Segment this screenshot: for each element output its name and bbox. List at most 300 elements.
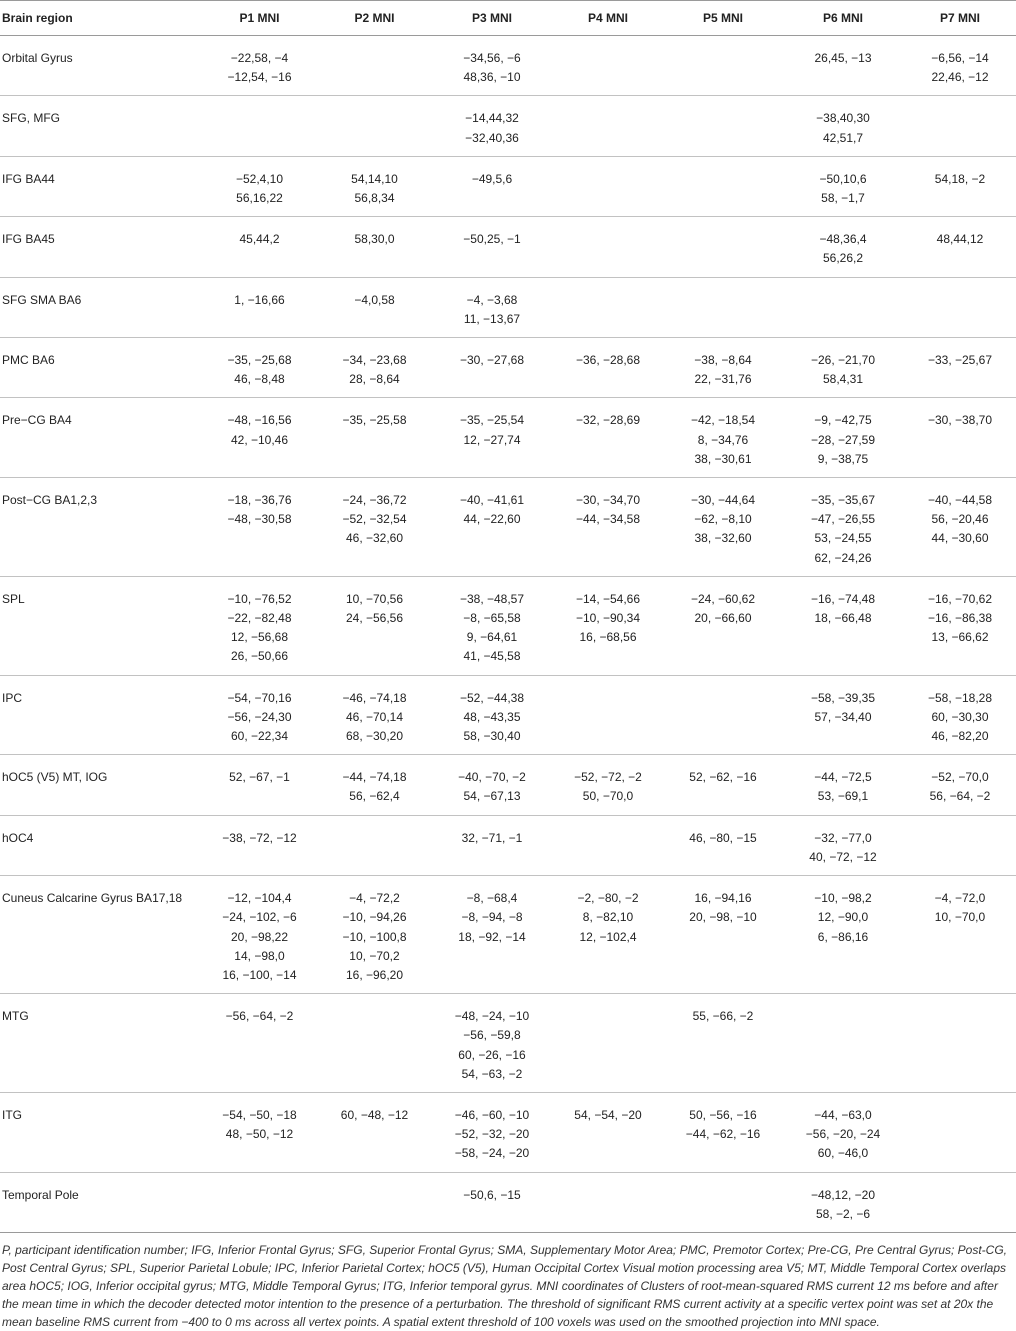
mni-coordinate: 57, −34,40 [814, 709, 872, 724]
mni-coordinate: −18, −36,76 [227, 493, 292, 508]
mni-coordinate: 32, −71, −1 [461, 830, 523, 845]
p1-mni-cell [202, 338, 317, 398]
mni-coordinate: −38, −8,64 [694, 353, 752, 368]
p5-mni-cell [664, 815, 782, 875]
mni-coordinate: −44, −72,5 [814, 770, 872, 785]
mni-coordinate: 46, −80, −15 [689, 830, 757, 845]
mni-coordinate: −40, −44,58 [927, 493, 993, 508]
p7-mni-cell [904, 876, 1016, 994]
mni-coordinate: 16, −96,20 [345, 967, 404, 982]
p1-mni-cell [202, 994, 317, 1093]
mni-coordinate: 54,14,10 [351, 171, 398, 186]
mni-coordinate: 1, −16,66 [234, 292, 285, 307]
p4-mni-cell [552, 815, 664, 875]
p1-mni-cell [202, 217, 317, 277]
table-row [0, 217, 1016, 277]
brain-region-cell: Cuneus Calcarine Gyrus BA17,18 [0, 876, 202, 994]
p6-mni-cell [782, 398, 904, 478]
table-row [0, 876, 1016, 994]
p1-mni-cell [202, 156, 317, 216]
mni-coordinate: 10, −70,0 [934, 910, 986, 925]
mni-coordinate: −10, −98,2 [814, 891, 872, 906]
brain-region-cell: SFG, MFG [0, 96, 202, 156]
header-p4-mni: P4 MNI [552, 1, 664, 36]
mni-coordinate: 8, −82,10 [582, 910, 634, 925]
p3-mni-cell [432, 96, 552, 156]
brain-region-cell: hOC4 [0, 815, 202, 875]
mni-coordinate: 48,44,12 [936, 232, 984, 247]
mni-coordinate: 56,8,34 [354, 191, 395, 206]
mni-coordinate: −35, −25,58 [342, 413, 407, 428]
p7-mni-cell [904, 994, 1016, 1093]
p2-mni-cell [317, 398, 432, 478]
p4-mni-cell [552, 876, 664, 994]
header-p2-mni: P2 MNI [317, 1, 432, 36]
p4-mni-cell [552, 338, 664, 398]
table-footnote: P, participant identification number; IFG, Inferior Frontal Gyrus; SFG, Superior Frontal Gyrus; SMA, Supplementary Motor Area; PMC, Premotor Cortex; Pre-CG, Pre Central Gyrus; Post-CG, Post Central Gyrus; SPL, Superior Parietal Lobule; IPC, Inferior Parietal Cortex; hOC5 (V5), Human Occipital Cortex Visual motion processing area V5; MT, Middle Temporal Cortex overlaps area hOC5; IOG, Inferior occipital gyrus; MTG, Middle Temporal Gyrus; ITG, Inferior temporal gyrus. MNI coordinates of Clusters of root-mean-squared RMS current 12 ms before and after the mean time in which the decoder detected motor intention to the presence of a perturbation. The threshold of significant RMS current activity at a specific vertex point was set at 20x the mean baseline RMS current from −400 to 0 ms across all vertex points. A spatial extent threshold of 100 voxels was used on the smoothed projection into MNI space. [2, 1242, 1008, 1329]
p1-mni-cell [202, 815, 317, 875]
mni-coordinate: −6,56, −14 [931, 51, 989, 65]
p5-mni-cell [664, 1092, 782, 1172]
mni-coordinate: −50,10,6 [819, 171, 867, 186]
p7-mni-cell [904, 36, 1016, 96]
mni-coordinate: −34,56, −6 [463, 51, 521, 65]
mni-coordinate: 14, −98,0 [234, 948, 285, 963]
p3-mni-cell [432, 994, 552, 1093]
brain-region-cell: Pre−CG BA4 [0, 398, 202, 478]
p3-mni-cell [432, 576, 552, 675]
p2-mni-cell [317, 815, 432, 875]
mni-coordinate: −10, −100,8 [342, 929, 407, 944]
p6-mni-cell [782, 994, 904, 1093]
mni-coordinate: −44, −63,0 [814, 1107, 872, 1122]
p2-mni-cell [317, 1172, 432, 1232]
p6-mni-cell [782, 876, 904, 994]
brain-region-cell: PMC BA6 [0, 338, 202, 398]
mni-coordinate: −50,6, −15 [463, 1187, 521, 1202]
p3-mni-cell [432, 1172, 552, 1232]
table-row [0, 755, 1016, 815]
mni-coordinate: −56, −24,30 [227, 709, 292, 724]
mni-coordinate: 16, −68,56 [579, 630, 637, 645]
mni-coordinate: −32, −77,0 [814, 830, 872, 845]
mni-coordinate: −58, −18,28 [927, 690, 993, 705]
mni-coordinate: 12, −56,68 [230, 630, 289, 645]
mni-coordinate: −48, −24, −10 [454, 1009, 530, 1024]
table-row [0, 1092, 1016, 1172]
p2-mni-cell [317, 576, 432, 675]
p7-mni-cell [904, 96, 1016, 156]
p4-mni-cell [552, 398, 664, 478]
p1-mni-cell [202, 96, 317, 156]
mni-coordinate: −16, −70,62 [927, 591, 993, 606]
p7-mni-cell [904, 478, 1016, 577]
mni-coordinate: 53, −69,1 [817, 789, 869, 804]
mni-coordinate: 9, −38,75 [817, 451, 869, 466]
mni-coordinate: −32, −28,69 [575, 413, 641, 428]
p2-mni-cell [317, 96, 432, 156]
mni-coordinate: 12, −90,0 [817, 910, 869, 925]
table-row [0, 1172, 1016, 1232]
table-row [0, 277, 1016, 337]
header-p6-mni: P6 MNI [782, 1, 904, 36]
mni-coordinate: 46, −32,60 [345, 531, 404, 546]
mni-coordinate: 60, −46,0 [817, 1146, 869, 1161]
mni-coordinate: −38,40,30 [816, 111, 870, 126]
p6-mni-cell [782, 576, 904, 675]
mni-coordinate: −52,4,10 [235, 171, 284, 186]
mni-coordinate: −58, −24, −20 [454, 1146, 530, 1161]
header-p1-mni: P1 MNI [202, 1, 317, 36]
mni-coordinate: −9, −42,75 [814, 413, 872, 428]
p2-mni-cell [317, 338, 432, 398]
mni-coordinate: 53, −24,55 [814, 531, 872, 546]
p3-mni-cell [432, 876, 552, 994]
mni-coordinate: −52, −70,0 [931, 770, 989, 785]
mni-coordinate: −22,58, −4 [230, 51, 289, 65]
mni-coordinate: 44, −30,60 [931, 531, 989, 546]
p4-mni-cell [552, 1172, 664, 1232]
mni-coordinate: −22, −82,48 [227, 611, 292, 626]
p1-mni-cell [202, 876, 317, 994]
p3-mni-cell [432, 1092, 552, 1172]
p5-mni-cell [664, 675, 782, 755]
p4-mni-cell [552, 1092, 664, 1172]
p2-mni-cell [317, 1092, 432, 1172]
table-row [0, 36, 1016, 96]
mni-coordinate: 26,45, −13 [814, 51, 872, 65]
mni-coordinate: −32,40,36 [465, 130, 519, 145]
mni-coordinate: −8, −68,4 [466, 891, 518, 906]
mni-coordinate: −24, −102, −6 [222, 910, 297, 925]
brain-region-cell: ITG [0, 1092, 202, 1172]
mni-coordinate: 58, −2, −6 [815, 1206, 871, 1221]
mni-coordinate: −16, −86,38 [927, 611, 993, 626]
mni-coordinate: −8, −65,58 [463, 611, 521, 626]
p3-mni-cell [432, 755, 552, 815]
mni-coordinate: 13, −66,62 [931, 630, 989, 645]
mni-coordinate: 28, −8,64 [349, 372, 400, 387]
p4-mni-cell [552, 675, 664, 755]
p1-mni-cell [202, 1092, 317, 1172]
mni-coordinate: 12, −27,74 [463, 432, 521, 447]
p7-mni-cell [904, 675, 1016, 755]
mni-coordinate: 56,16,22 [236, 191, 283, 206]
brain-region-cell: MTG [0, 994, 202, 1093]
table-body [0, 36, 1016, 1233]
p6-mni-cell [782, 96, 904, 156]
header-brain-region: Brain region [0, 1, 202, 36]
mni-coordinate: 18, −66,48 [814, 611, 872, 626]
table-row [0, 576, 1016, 675]
p2-mni-cell [317, 277, 432, 337]
mni-coordinate: 58,30,0 [354, 232, 395, 247]
mni-coordinate: −48, −30,58 [227, 512, 292, 527]
mni-coordinate: −56, −64, −2 [225, 1009, 294, 1024]
p4-mni-cell [552, 994, 664, 1093]
mni-coordinate: 9, −64,61 [466, 630, 518, 645]
mni-coordinate: 24, −56,56 [345, 611, 404, 626]
p3-mni-cell [432, 675, 552, 755]
mni-coordinate: −33, −25,67 [927, 353, 993, 368]
p5-mni-cell [664, 36, 782, 96]
p3-mni-cell [432, 338, 552, 398]
p2-mni-cell [317, 675, 432, 755]
p4-mni-cell [552, 96, 664, 156]
mni-coordinate: 58,4,31 [822, 372, 864, 387]
p3-mni-cell [432, 277, 552, 337]
mni-coordinate: 20, −98, −10 [689, 910, 757, 925]
mni-coordinate: −2, −80, −2 [577, 891, 639, 906]
table-header-row [0, 1, 1016, 36]
p4-mni-cell [552, 277, 664, 337]
mni-coordinate: 11, −13,67 [463, 311, 521, 326]
mni-coordinate: 10, −70,2 [349, 948, 400, 963]
mni-coordinate: 16, −94,16 [694, 891, 752, 906]
mni-coordinate: 40, −72, −12 [809, 849, 877, 864]
mni-coordinate: 60, −26, −16 [458, 1047, 526, 1062]
mni-coordinate: −24, −60,62 [690, 591, 756, 606]
mni-coordinate: −10, −90,34 [575, 611, 641, 626]
mni-coordinate: −54, −50, −18 [222, 1107, 297, 1122]
p7-mni-cell [904, 398, 1016, 478]
mni-coordinate: 52, −62, −16 [689, 770, 757, 785]
p1-mni-cell [202, 1172, 317, 1232]
p5-mni-cell [664, 217, 782, 277]
mni-coordinate: −52, −72, −2 [574, 770, 642, 785]
mni-coordinate: −48, −16,56 [227, 413, 292, 428]
mni-coordinate: 55, −66, −2 [692, 1009, 754, 1024]
p2-mni-cell [317, 876, 432, 994]
mni-coordinate: −24, −36,72 [342, 493, 407, 508]
p5-mni-cell [664, 876, 782, 994]
p3-mni-cell [432, 478, 552, 577]
mni-coordinate: 54,18, −2 [934, 171, 986, 186]
mni-coordinate: −52, −44,38 [459, 690, 525, 705]
brain-region-cell: SFG SMA BA6 [0, 277, 202, 337]
mni-coordinate: −44, −74,18 [342, 770, 407, 785]
header-p7-mni: P7 MNI [904, 1, 1016, 36]
mni-coordinate: −30, −27,68 [459, 353, 525, 368]
p6-mni-cell [782, 1092, 904, 1172]
mni-coordinate: −4, −72,0 [934, 891, 986, 906]
header-p5-mni: P5 MNI [664, 1, 782, 36]
p4-mni-cell [552, 36, 664, 96]
mni-coordinate: 50, −56, −16 [689, 1107, 757, 1122]
p1-mni-cell [202, 576, 317, 675]
mni-coordinate: −56, −20, −24 [805, 1127, 881, 1142]
mni-coordinate: −4, −3,68 [466, 292, 518, 307]
table-row [0, 398, 1016, 478]
mni-coordinate: −36, −28,68 [575, 353, 641, 368]
table-row [0, 478, 1016, 577]
brain-region-cell: Temporal Pole [0, 1172, 202, 1232]
mni-coordinate: −52, −32, −20 [454, 1127, 530, 1142]
mni-coordinate: −12, −104,4 [227, 891, 292, 906]
mni-coordinate: 38, −30,61 [694, 451, 752, 466]
mni-coordinate: −46, −60, −10 [454, 1107, 530, 1122]
p5-mni-cell [664, 755, 782, 815]
mni-coordinate: −52, −32,54 [342, 512, 407, 527]
p3-mni-cell [432, 217, 552, 277]
mni-coordinate: 54, −54, −20 [574, 1107, 642, 1122]
mni-coordinate: −54, −70,16 [227, 690, 292, 705]
brain-region-cell: IPC [0, 675, 202, 755]
mni-coordinate: −56, −59,8 [463, 1028, 521, 1043]
mni-coordinate: −44, −62, −16 [685, 1127, 761, 1142]
mni-coordinate: −38, −72, −12 [222, 830, 297, 845]
mni-coordinate: −26, −21,70 [810, 353, 876, 368]
p4-mni-cell [552, 576, 664, 675]
brain-region-cell: Orbital Gyrus [0, 36, 202, 96]
table-row [0, 338, 1016, 398]
p5-mni-cell [664, 576, 782, 675]
mni-coordinate: 60, −30,30 [931, 709, 989, 724]
mni-coordinate: 50, −70,0 [582, 789, 634, 804]
p2-mni-cell [317, 36, 432, 96]
p7-mni-cell [904, 338, 1016, 398]
mni-coordinate: 42, −10,46 [230, 432, 289, 447]
p3-mni-cell [432, 815, 552, 875]
p7-mni-cell [904, 156, 1016, 216]
mni-coordinate: −30, −44,64 [690, 493, 756, 508]
p5-mni-cell [664, 994, 782, 1093]
mni-coordinate: 56, −62,4 [349, 789, 400, 804]
p7-mni-cell [904, 755, 1016, 815]
p6-mni-cell [782, 36, 904, 96]
mni-coordinate: −47, −26,55 [810, 512, 876, 527]
p3-mni-cell [432, 36, 552, 96]
mni-coordinate: 46, −82,20 [931, 729, 989, 744]
mni-coordinate: 58, −30,40 [463, 729, 521, 744]
mni-coordinate: 26, −50,66 [230, 649, 289, 664]
mni-coordinate: −40, −70, −2 [458, 770, 526, 785]
p5-mni-cell [664, 338, 782, 398]
p6-mni-cell [782, 277, 904, 337]
mni-coordinate: 60, −22,34 [230, 729, 289, 744]
mni-coordinate: 54, −67,13 [463, 789, 521, 804]
p7-mni-cell [904, 815, 1016, 875]
mni-coordinate: −30, −38,70 [927, 413, 993, 428]
table-row [0, 156, 1016, 216]
mni-coordinate: −12,54, −16 [227, 70, 292, 85]
mni-coordinate: −35, −35,67 [810, 493, 876, 508]
mni-coordinate: 22, −31,76 [694, 372, 752, 387]
p1-mni-cell [202, 478, 317, 577]
p4-mni-cell [552, 156, 664, 216]
mni-coordinate: −4,0,58 [354, 292, 395, 307]
mni-coordinate: −38, −48,57 [459, 591, 525, 606]
p3-mni-cell [432, 156, 552, 216]
mni-coordinate: −28, −27,59 [810, 432, 876, 447]
mni-coordinate: 48,36, −10 [463, 70, 521, 85]
mni-coordinate: 48, −43,35 [463, 709, 521, 724]
mni-coordinate: −10, −76,52 [227, 591, 292, 606]
p1-mni-cell [202, 36, 317, 96]
mni-coordinate: −49,5,6 [471, 171, 513, 186]
mni-coordinate: −34, −23,68 [342, 353, 407, 368]
p5-mni-cell [664, 398, 782, 478]
mni-coordinate: 18, −92, −14 [458, 929, 526, 944]
p7-mni-cell [904, 1092, 1016, 1172]
mni-coordinate: 12, −102,4 [579, 929, 637, 944]
mni-coordinate: 22,46, −12 [931, 70, 989, 85]
mni-coordinate: 20, −66,60 [694, 611, 752, 626]
table-row [0, 815, 1016, 875]
mni-coordinate: 56,26,2 [822, 251, 864, 266]
table-row [0, 96, 1016, 156]
p5-mni-cell [664, 1172, 782, 1232]
p1-mni-cell [202, 675, 317, 755]
mni-coordinate: 46, −70,14 [345, 709, 404, 724]
mni-coordinate: −8, −94, −8 [461, 910, 523, 925]
mni-coordinate: 20, −98,22 [230, 929, 289, 944]
brain-region-cell: SPL [0, 576, 202, 675]
mni-coordinate: −48,36,4 [819, 232, 867, 247]
p2-mni-cell [317, 478, 432, 577]
mni-coordinate: −44, −34,58 [575, 512, 641, 527]
p6-mni-cell [782, 478, 904, 577]
mni-coordinate: 44, −22,60 [463, 512, 521, 527]
mni-coordinate: −40, −41,61 [459, 493, 525, 508]
mni-coordinate: −14,44,32 [465, 111, 519, 126]
header-p3-mni: P3 MNI [432, 1, 552, 36]
mni-coordinate: 42,51,7 [822, 130, 864, 145]
brain-region-cell: IFG BA44 [0, 156, 202, 216]
mni-coordinate: −30, −34,70 [575, 493, 641, 508]
mni-coordinate: −4, −72,2 [349, 891, 400, 906]
p6-mni-cell [782, 675, 904, 755]
brain-region-cell: IFG BA45 [0, 217, 202, 277]
p3-mni-cell [432, 398, 552, 478]
p2-mni-cell [317, 156, 432, 216]
p5-mni-cell [664, 478, 782, 577]
p5-mni-cell [664, 156, 782, 216]
mni-coordinate: −48,12, −20 [810, 1187, 876, 1202]
p2-mni-cell [317, 755, 432, 815]
p2-mni-cell [317, 994, 432, 1093]
mni-coordinate: 58, −1,7 [821, 191, 865, 206]
p4-mni-cell [552, 755, 664, 815]
mni-coordinate: 68, −30,20 [345, 729, 404, 744]
p7-mni-cell [904, 1172, 1016, 1232]
mni-coordinate: −58, −39,35 [810, 690, 876, 705]
p7-mni-cell [904, 277, 1016, 337]
p6-mni-cell [782, 755, 904, 815]
p6-mni-cell [782, 1172, 904, 1232]
p1-mni-cell [202, 277, 317, 337]
p5-mni-cell [664, 96, 782, 156]
mni-coordinate: 38, −32,60 [694, 531, 752, 546]
p4-mni-cell [552, 217, 664, 277]
mni-coordinate: 56, −64, −2 [929, 789, 991, 804]
mni-coordinate: −16, −74,48 [810, 591, 876, 606]
mni-coordinate: 54, −63, −2 [461, 1066, 523, 1081]
mni-coordinate: 16, −100, −14 [222, 967, 297, 982]
p7-mni-cell [904, 217, 1016, 277]
mni-coordinate: 48, −50, −12 [225, 1127, 294, 1142]
mni-coordinate: 41, −45,58 [463, 649, 521, 664]
mni-coordinate: 6, −86,16 [817, 929, 869, 944]
brain-region-cell: hOC5 (V5) MT, IOG [0, 755, 202, 815]
p6-mni-cell [782, 217, 904, 277]
mni-coordinate: −42, −18,54 [690, 413, 756, 428]
p6-mni-cell [782, 338, 904, 398]
mni-coordinate: −10, −94,26 [342, 910, 407, 925]
mni-coordinate: 52, −67, −1 [229, 770, 290, 785]
p6-mni-cell [782, 815, 904, 875]
p7-mni-cell [904, 576, 1016, 675]
